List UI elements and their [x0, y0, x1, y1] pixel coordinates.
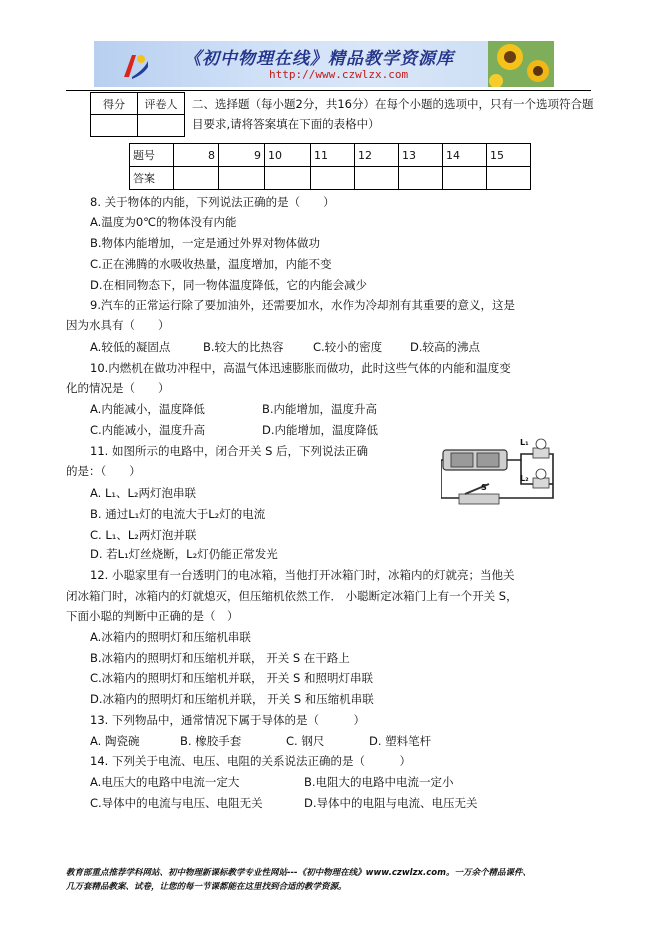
q12-stem-line2: 闭冰箱门时，冰箱内的灯就熄灭，但压缩机依然工作． 小聪断定冰箱门上有一个开关 S， [66, 589, 518, 603]
circuit-diagram [441, 436, 566, 511]
q13-option-d: D. 塑料笔杆 [369, 734, 432, 748]
q8-option-c: C.正在沸腾的水吸收热量，温度增加，内能不变 [90, 257, 332, 271]
q9-stem-line1: 9.汽车的正常运行除了要加油外，还需要加水，水作为冷却剂有其重要的意义，这是 [90, 298, 515, 312]
question-number: 15 [487, 144, 531, 167]
switch-icon [459, 494, 499, 504]
grader-header: 评卷人 [138, 93, 185, 115]
q13-option-b: B. 橡胶手套 [180, 734, 242, 748]
q10-option-b: B.内能增加，温度升高 [262, 402, 378, 416]
site-logo-icon [120, 51, 150, 81]
answer-cell[interactable] [265, 167, 311, 190]
q10-stem-line1: 10.内燃机在做功冲程中，高温气体迅速膨胀而做功，此时这些气体的内能和温度变 [90, 361, 511, 375]
question-number: 12 [355, 144, 399, 167]
q11-stem-line1: 11. 如图所示的电路中，闭合开关 S 后，下列说法正确 [90, 444, 369, 458]
header-rule [66, 90, 591, 91]
q12-option-b: B.冰箱内的照明灯和压缩机并联， 开关 S 在干路上 [90, 651, 350, 665]
lamp-l2-icon [533, 478, 549, 488]
q14-option-c: C.导体中的电流与电压、电阻无关 [90, 796, 263, 810]
q8-option-d: D.在相同物态下，同一物体温度降低，它的内能会减少 [90, 278, 368, 292]
q12-stem-line1: 12. 小聪家里有一台透明门的电冰箱，当他打开冰箱门时，冰箱内的灯就亮；当他关 [90, 568, 515, 582]
q10-option-d: D.内能增加，温度降低 [262, 423, 379, 437]
score-table [90, 92, 185, 137]
q8-option-a: A.温度为0℃的物体没有内能 [90, 215, 237, 229]
footer-line-2: 几万套精品教案、试卷，让您的每一节课都能在这里找到合适的教学资源。 [66, 882, 347, 892]
q9-stem-line2: 因为水具有（ ） [66, 318, 170, 332]
q9-option-d: D.较高的沸点 [410, 340, 481, 354]
answer-cell[interactable] [487, 167, 531, 190]
answer-header: 答案 [130, 167, 174, 190]
label-s: S [481, 483, 487, 492]
answer-cell[interactable] [174, 167, 219, 190]
q13-option-a: A. 陶瓷碗 [90, 734, 140, 748]
q11-option-a: A. L₁、L₂两灯泡串联 [90, 486, 197, 500]
question-number: 8 [174, 144, 219, 167]
header-banner [94, 41, 554, 87]
q8-stem: 8. 关于物体的内能，下列说法正确的是（ ） [90, 195, 335, 209]
score-cell[interactable] [91, 115, 138, 137]
question-number: 9 [219, 144, 265, 167]
section-heading: 二、选择题（每小题2分，共16分）在每个小题的选项中，只有一个选项符合题目要求,请将答案填在下面的表格中） [192, 97, 594, 131]
grader-cell[interactable] [138, 115, 185, 137]
footer-line-1: 教育部重点推荐学科网站、初中物理新课标教学专业性网站---《初中物理在线》www.czwlzx.com。一万余个精品课件、 [66, 868, 531, 878]
answer-table [129, 143, 531, 190]
q11-option-b: B. 通过L₁灯的电流大于L₂灯的电流 [90, 507, 266, 521]
q14-stem: 14. 下列关于电流、电压、电阻的关系说法正确的是（ ） [90, 754, 411, 768]
lamp-l1-icon [533, 448, 549, 458]
q10-option-c: C.内能减小，温度升高 [90, 423, 206, 437]
q14-option-d: D.导体中的电阻与电流、电压无关 [304, 796, 478, 810]
question-number: 14 [443, 144, 487, 167]
page-footer [66, 866, 626, 894]
q10-option-a: A.内能减小，温度降低 [90, 402, 205, 416]
q14-option-a: A.电压大的电路中电流一定大 [90, 775, 240, 789]
question-number-header: 题号 [130, 144, 174, 167]
q10-stem-line2: 化的情况是（ ） [66, 381, 170, 395]
q12-option-d: D.冰箱内的照明灯和压缩机并联， 开关 S 和压缩机串联 [90, 692, 374, 706]
q11-option-c: C. L₁、L₂两灯泡并联 [90, 528, 197, 542]
question-number: 10 [265, 144, 311, 167]
q12-stem-line3: 下面小聪的判断中正确的是（ ） [66, 609, 239, 623]
answer-cell[interactable] [355, 167, 399, 190]
label-l1: L₁ [520, 438, 529, 447]
question-number: 11 [311, 144, 355, 167]
answer-cell[interactable] [399, 167, 443, 190]
q14-option-b: B.电阻大的电路中电流一定小 [304, 775, 454, 789]
answer-cell[interactable] [219, 167, 265, 190]
q11-option-d: D. 若L₁灯丝烧断，L₂灯仍能正常发光 [90, 547, 278, 561]
q12-option-a: A.冰箱内的照明灯和压缩机串联 [90, 630, 251, 644]
score-header: 得分 [91, 93, 138, 115]
sunflower-icon [488, 41, 554, 87]
answer-cell[interactable] [311, 167, 355, 190]
q8-option-b: B.物体内能增加，一定是通过外界对物体做功 [90, 236, 321, 250]
q13-stem: 13. 下列物品中，通常情况下属于导体的是（ ） [90, 713, 365, 727]
q12-option-c: C.冰箱内的照明灯和压缩机并联， 开关 S 和照明灯串联 [90, 671, 373, 685]
answer-cell[interactable] [443, 167, 487, 190]
banner-title: 《初中物理在线》精品教学资源库 [184, 49, 454, 69]
q9-option-b: B.较大的比热容 [203, 340, 284, 354]
q13-option-c: C. 钢尺 [286, 734, 325, 748]
label-l2: L₂ [520, 474, 529, 483]
banner-url[interactable]: http://www.czwlzx.com [269, 68, 409, 81]
question-number: 13 [399, 144, 443, 167]
q9-option-a: A.较低的凝固点 [90, 340, 171, 354]
q11-stem-line2: 的是：（ ） [66, 464, 141, 478]
q9-option-c: C.较小的密度 [313, 340, 383, 354]
